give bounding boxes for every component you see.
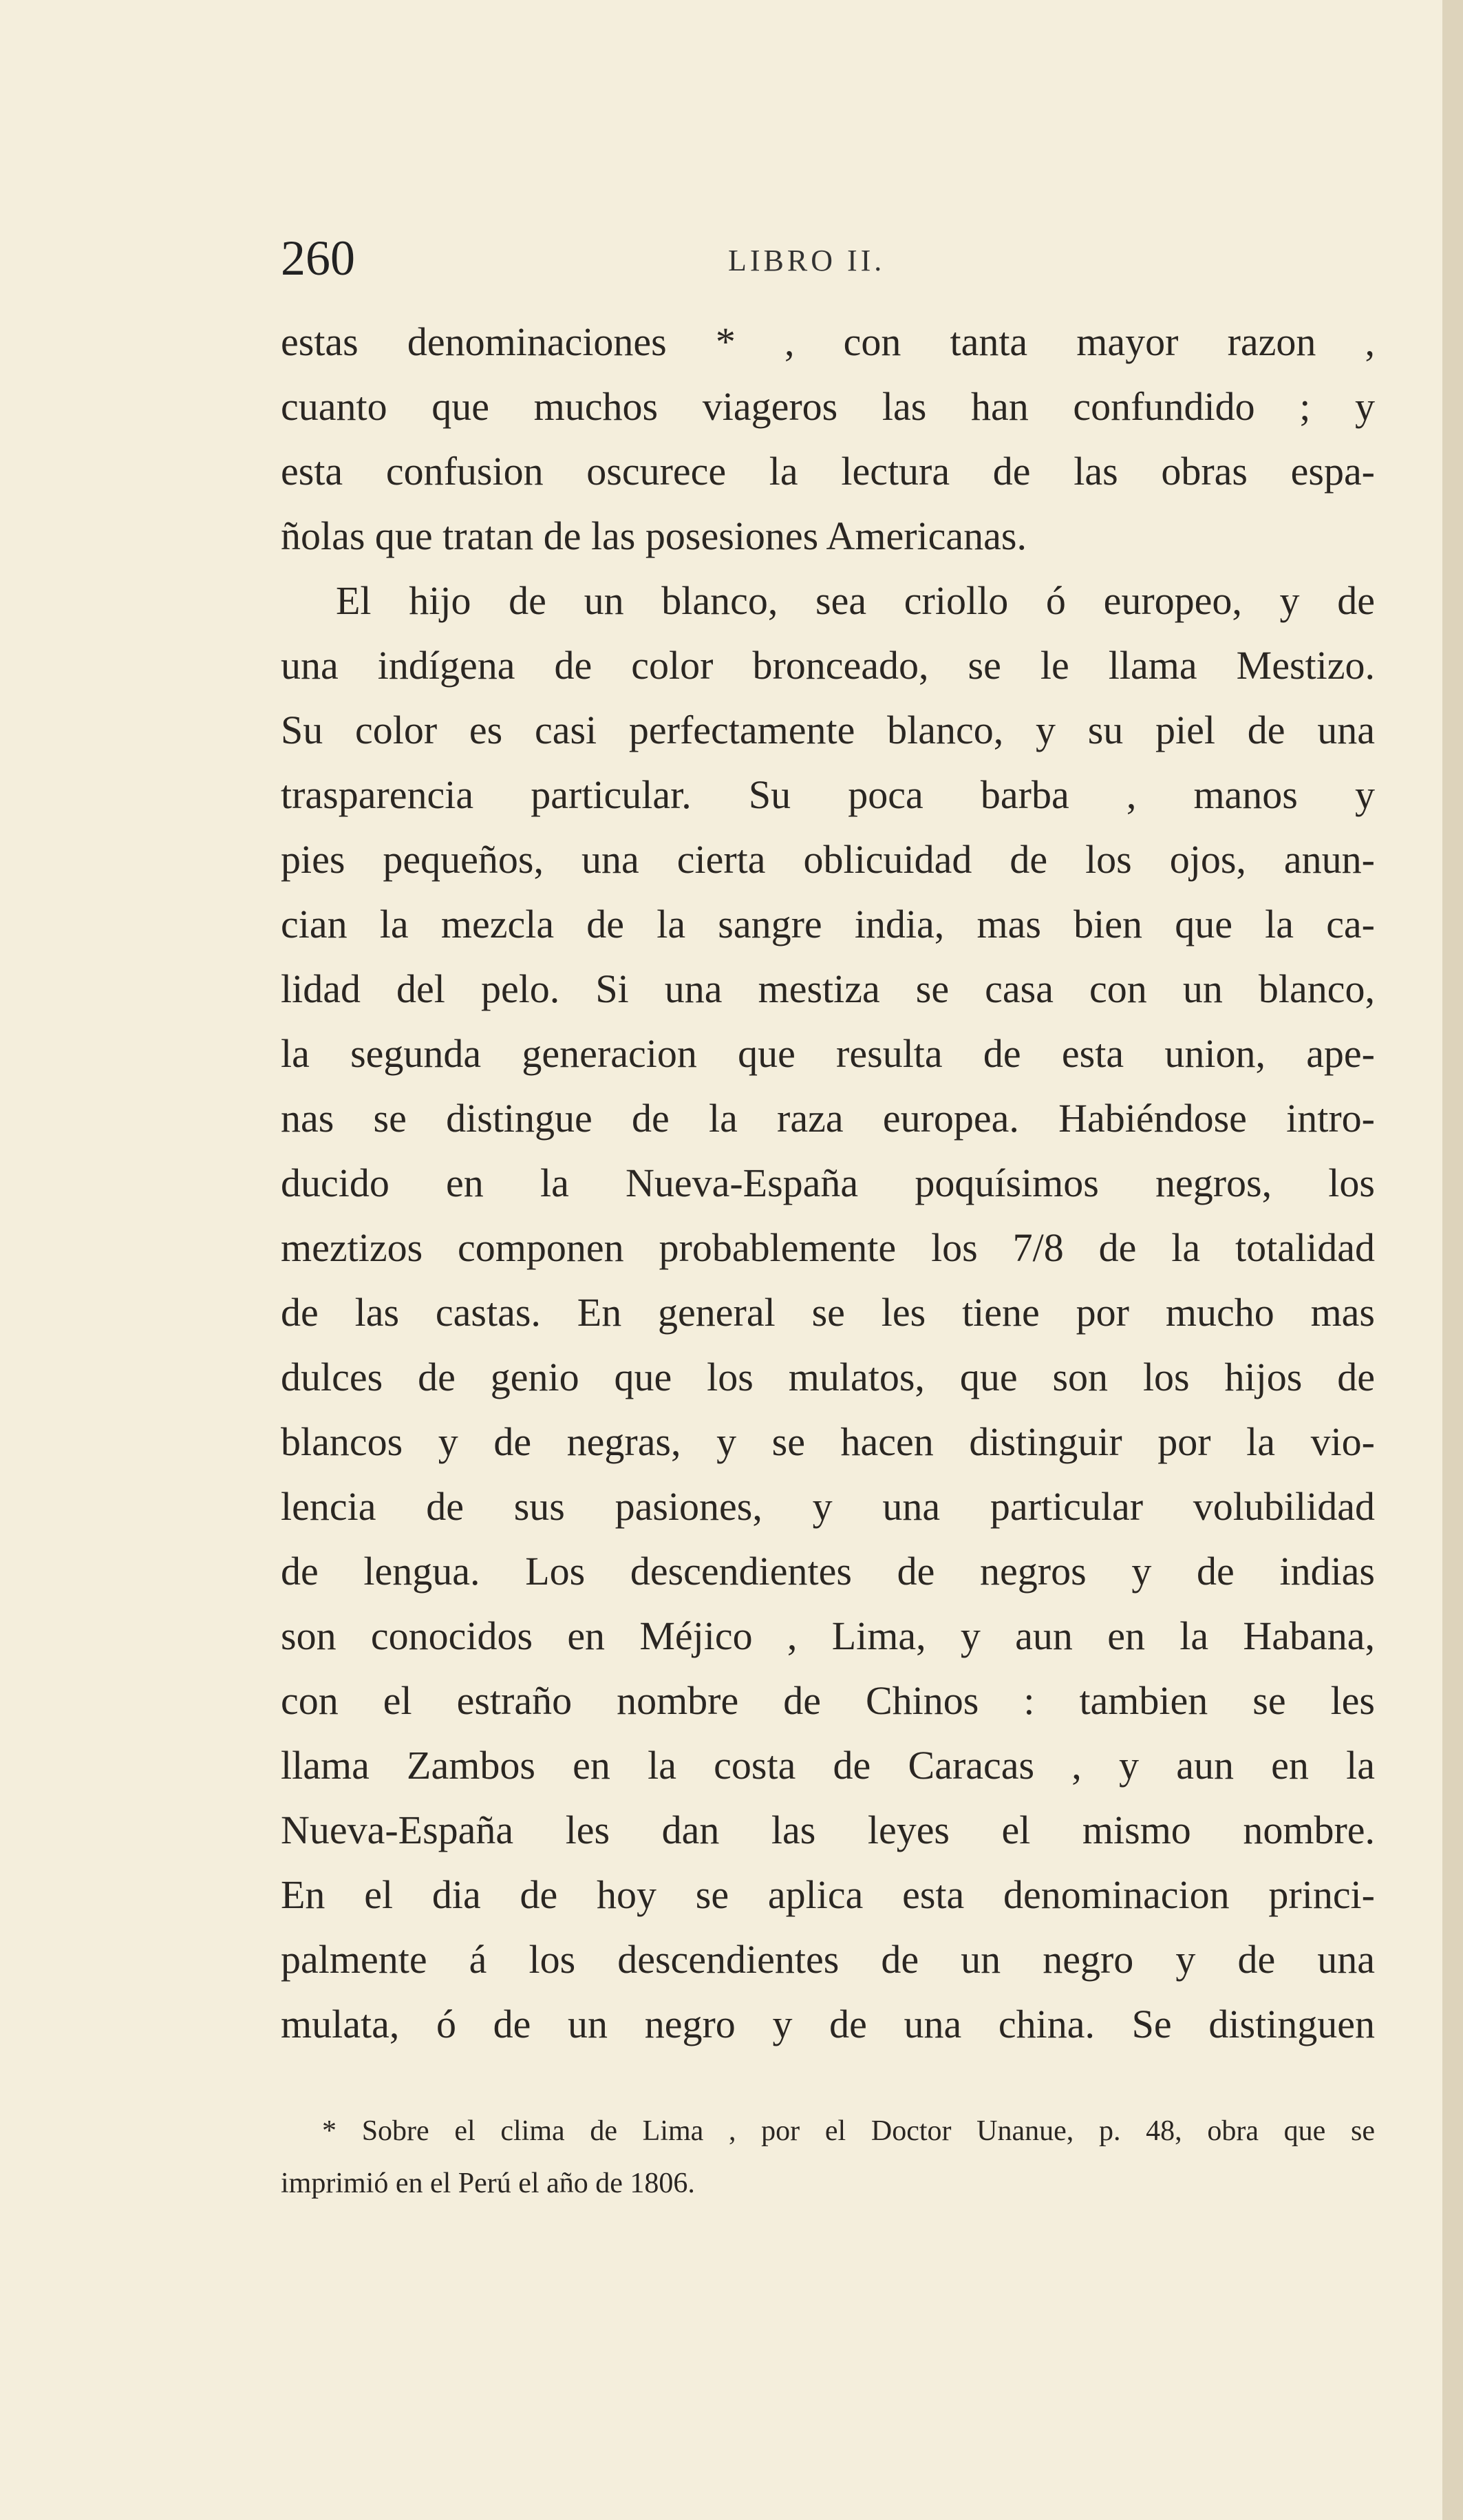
text-line: estas denominaciones * , con tanta mayor razon ,	[281, 319, 1375, 364]
text-line: de las castas. En general se les tiene por mucho mas	[281, 1290, 1375, 1335]
text-line: El hijo de un blanco, sea criollo ó europeo, y de	[336, 578, 1375, 623]
text-line: llama Zambos en la costa de Caracas , y aun en la	[281, 1743, 1375, 1788]
footnote-line: * Sobre el clima de Lima , por el Doctor Unanue, p. 48, obra que se	[322, 2115, 1375, 2147]
body-text	[281, 310, 1375, 2057]
text-line: ducido en la Nueva-España poquísimos negros, los	[281, 1161, 1375, 1205]
page-header	[281, 227, 1375, 289]
text-line: mulata, ó de un negro y de una china. Se distinguen	[281, 2002, 1375, 2046]
text-line: de lengua. Los descendientes de negros y de indias	[281, 1549, 1375, 1593]
text-line: la segunda generacion que resulta de esta union, ape-	[281, 1031, 1375, 1076]
page-edge	[1442, 0, 1463, 2520]
text-line: pies pequeños, una cierta oblicuidad de los ojos, anun-	[281, 837, 1375, 882]
text-line: ñolas que tratan de las posesiones Americanas.	[281, 513, 1027, 558]
text-line: nas se distingue de la raza europea. Habiéndose intro-	[281, 1096, 1375, 1141]
text-line: cian la mezcla de la sangre india, mas bien que la ca-	[281, 902, 1375, 946]
text-line: Nueva-España les dan las leyes el mismo nombre.	[281, 1808, 1375, 1852]
text-line: lencia de sus pasiones, y una particular volubilidad	[281, 1484, 1375, 1529]
text-line: blancos y de negras, y se hacen distinguir por la vio-	[281, 1419, 1375, 1464]
footnote-line: imprimió en el Perú el año de 1806.	[281, 2168, 695, 2199]
text-line: meztizos componen probablemente los 7/8 de la totalidad	[281, 1225, 1375, 1270]
text-line: dulces de genio que los mulatos, que son los hijos de	[281, 1355, 1375, 1399]
text-line: esta confusion oscurece la lectura de las obras espa-	[281, 449, 1375, 494]
text-line: una indígena de color bronceado, se le llama Mestizo.	[281, 643, 1375, 688]
text-line: trasparencia particular. Su poca barba , manos y	[281, 772, 1375, 817]
footnote	[281, 2105, 1375, 2210]
page-number: 260	[281, 231, 355, 286]
text-line: lidad del pelo. Si una mestiza se casa con un blanco,	[281, 966, 1375, 1011]
text-line: son conocidos en Méjico , Lima, y aun en la Habana,	[281, 1613, 1375, 1658]
text-line: cuanto que muchos viageros las han confundido ; y	[281, 384, 1375, 429]
text-line: palmente á los descendientes de un negro y de una	[281, 1937, 1375, 1982]
text-line: con el estraño nombre de Chinos : tambien se les	[281, 1678, 1375, 1723]
text-line: En el dia de hoy se aplica esta denominacion princi-	[281, 1872, 1375, 1917]
text-line: Su color es casi perfectamente blanco, y su piel de una	[281, 708, 1375, 752]
running-head: LIBRO II.	[728, 244, 886, 277]
